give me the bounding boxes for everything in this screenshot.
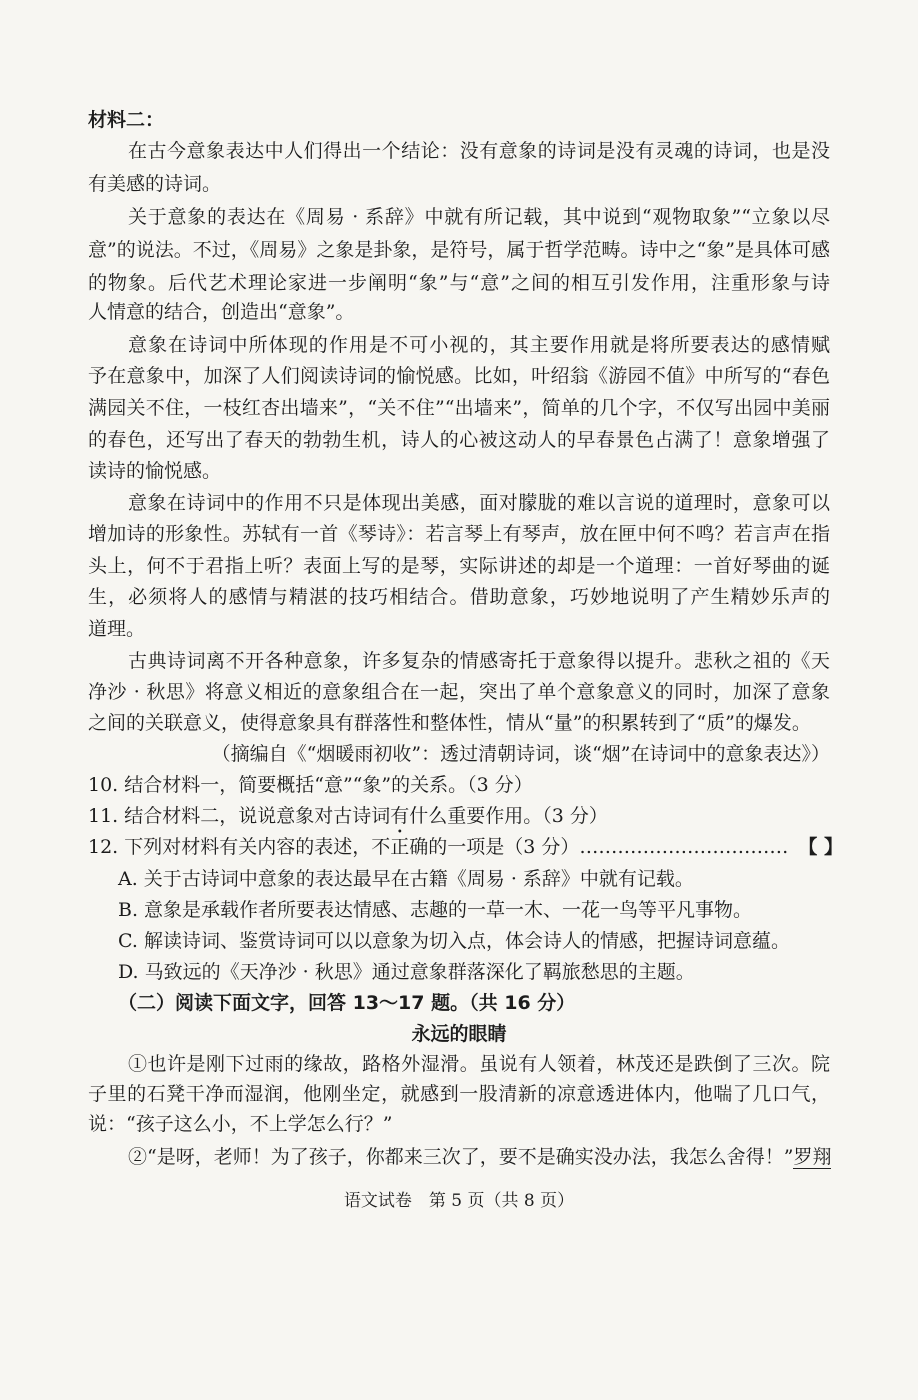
- question-12-emphasis: 不正确 •: [371, 835, 428, 859]
- question-10: 10. 结合材料一，简要概括“意”“象”的关系。（3 分）: [88, 774, 533, 796]
- paragraph-line: 净沙 · 秋思》将意义相近的意象组合在一起，突出了单个意象意义的同时，加深了意象: [88, 681, 830, 703]
- paragraph-line: 的物象。后代艺术理论家进一步阐明“象”与“意”之间的相互引发作用，注重形象与诗: [88, 272, 830, 294]
- source-citation: （摘编自《“烟暖雨初收”：透过清朝诗词，谈“烟”在诗词中的意象表达》）: [211, 743, 830, 765]
- story-title: 永远的眼睛: [411, 1023, 507, 1045]
- paragraph-text: ②“是呀，老师！为了孩子，你都来三次了，要不是确实没办法，我怎么舍得！”: [128, 1146, 794, 1168]
- answer-bracket[interactable]: 【 】: [798, 836, 844, 858]
- question-12-leader-dots: ……………………………: [579, 836, 789, 858]
- page-footer: 语文试卷 第 5 页（共 8 页）: [343, 1191, 575, 1211]
- paragraph-line: 增加诗的形象性。苏轼有一首《琴诗》：若言琴上有琴声，放在匣中何不鸣？若言声在指: [88, 523, 830, 545]
- paragraph-line: 头上，何不于君指上听？表面上写的是琴，实际讲述的却是一个道理：一首好琴曲的诞: [88, 555, 830, 577]
- section-two-heading: （二）阅读下面文字，回答 13～17 题。（共 16 分）: [118, 992, 576, 1014]
- paragraph-line: 的春色，还写出了春天的勃勃生机，诗人的心被这动人的早春景色占满了！意象增强了: [88, 429, 830, 451]
- paragraph-line: 道理。: [88, 618, 146, 640]
- option-a: A. 关于古诗词中意象的表达最早在古籍《周易 · 系辞》中就有记载。: [118, 868, 694, 890]
- option-c: C. 解读诗词、鉴赏诗词可以以意象为切入点，体会诗人的情感，把握诗词意蕴。: [118, 930, 790, 952]
- paragraph-line: 予在意象中，加深了人们阅读诗词的愉悦感。比如，叶绍翁《游园不值》中所写的“春色: [88, 365, 830, 387]
- underlined-text: 罗翔: [793, 1146, 832, 1168]
- question-12-text-end: 的一项是（3 分）: [428, 836, 580, 858]
- paragraph-line: 说：“孩子这么小，不上学怎么行？”: [88, 1113, 393, 1135]
- paragraph-line: 在古今意象表达中人们得出一个结论：没有意象的诗词是没有灵魂的诗词，也是没: [128, 140, 830, 162]
- question-11: 11. 结合材料二，说说意象对古诗词有什么重要作用。（3 分）: [88, 805, 608, 827]
- paragraph-line: 关于意象的表达在《周易 · 系辞》中就有所记载，其中说到“观物取象”“立象以尽: [128, 206, 830, 228]
- paragraph-line: 人情意的结合，创造出“意象”。: [88, 301, 355, 323]
- paragraph-line: 有美感的诗词。: [88, 173, 222, 195]
- paragraph-line: 之间的关联意义，使得意象具有群落性和整体性，情从“量”的积累转到了“质”的爆发。: [88, 712, 811, 734]
- option-d: D. 马致远的《天净沙 · 秋思》通过意象群落深化了羁旅愁思的主题。: [118, 961, 695, 983]
- paragraph-line: 意象在诗词中所体现的作用是不可小视的，其主要作用就是将所要表达的感情赋: [128, 334, 830, 356]
- paragraph-line: 子里的石凳干净而湿润，他刚坐定，就感到一股清新的凉意透进体内，他喘了几口气，: [88, 1083, 830, 1105]
- paragraph-line: 满园关不住，一枝红杏出墙来”，“关不住”“出墙来”，简单的几个字，不仅写出园中美丽: [88, 397, 830, 419]
- material-two-heading: 材料二：: [88, 109, 165, 131]
- question-12: [88, 835, 844, 859]
- paragraph-line: ①也许是刚下过雨的缘故，路格外湿滑。虽说有人领着，林茂还是跌倒了三次。院: [128, 1053, 830, 1075]
- paragraph-line: 读诗的愉悦感。: [88, 460, 222, 482]
- question-12-text-start: 12. 下列对材料有关内容的表述，: [88, 836, 372, 858]
- paragraph-line: 意象在诗词中的作用不只是体现出美感，面对朦胧的难以言说的道理时，意象可以: [128, 492, 830, 514]
- paragraph-line: 生，必须将人的感情与精湛的技巧相结合。借助意象，巧妙地说明了产生精妙乐声的: [88, 586, 830, 608]
- option-b: B. 意象是承载作者所要表达情感、志趣的一草一木、一花一鸟等平凡事物。: [118, 899, 753, 921]
- paragraph-line: [128, 1145, 830, 1169]
- paragraph-line: 意”的说法。不过，《周易》之象是卦象，是符号，属于哲学范畴。诗中之“象”是具体可感: [88, 239, 830, 261]
- paragraph-line: 古典诗词离不开各种意象，许多复杂的情感寄托于意象得以提升。悲秋之祖的《天: [128, 650, 830, 672]
